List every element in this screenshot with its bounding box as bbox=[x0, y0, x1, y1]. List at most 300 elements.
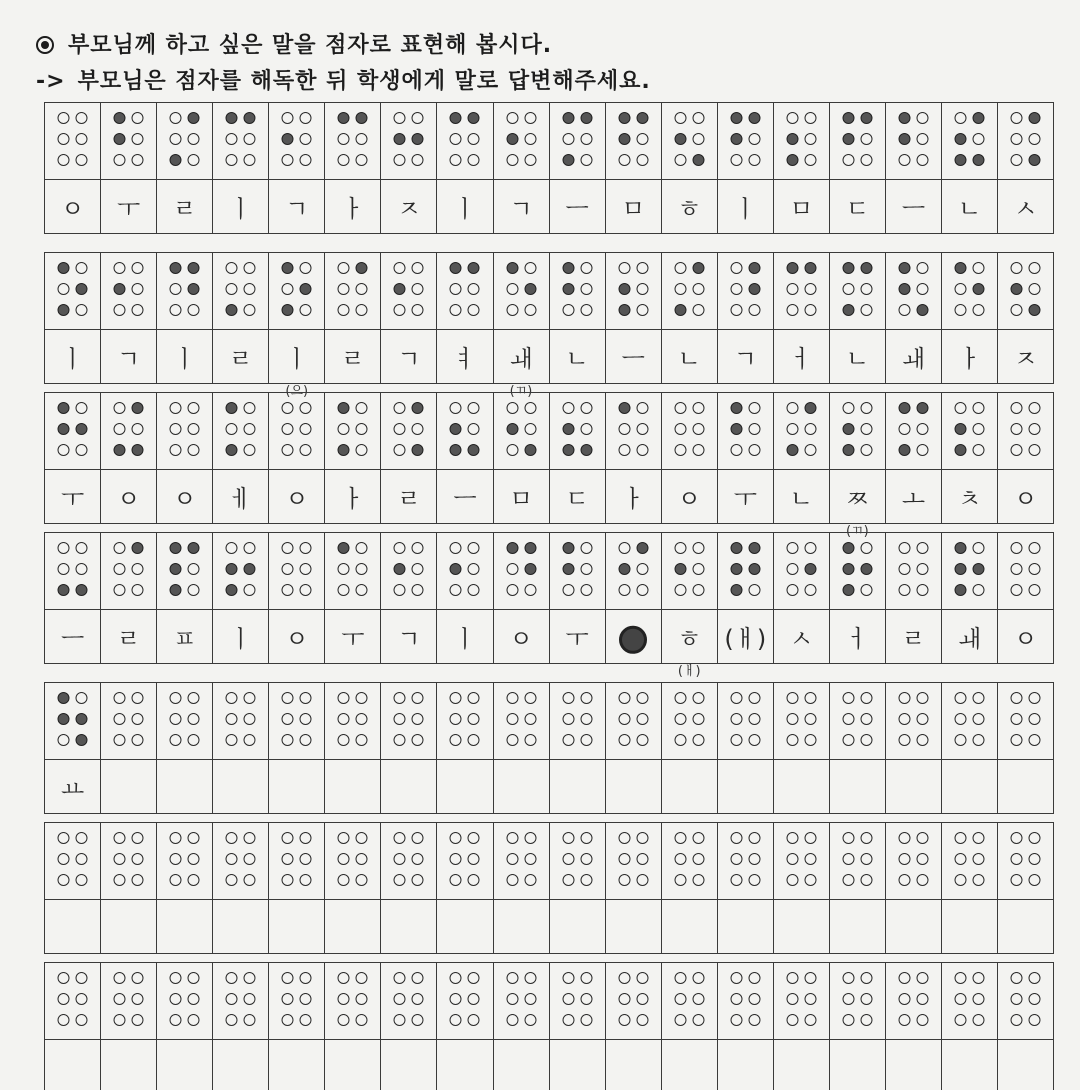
braille-cell[interactable] bbox=[381, 683, 437, 759]
braille-dot[interactable] bbox=[674, 713, 686, 725]
braille-dot[interactable] bbox=[76, 402, 88, 414]
braille-dot[interactable] bbox=[468, 423, 480, 435]
answer-cell[interactable] bbox=[157, 470, 213, 523]
braille-dot[interactable] bbox=[636, 853, 648, 865]
braille-dot[interactable] bbox=[244, 423, 256, 435]
braille-dot[interactable] bbox=[188, 993, 200, 1005]
braille-dot[interactable] bbox=[114, 283, 126, 295]
answer-cell[interactable] bbox=[886, 610, 942, 663]
braille-dot[interactable] bbox=[338, 993, 350, 1005]
braille-dot[interactable] bbox=[338, 734, 350, 746]
braille-dot[interactable] bbox=[506, 1014, 518, 1026]
braille-cell[interactable] bbox=[830, 103, 886, 179]
braille-dot[interactable] bbox=[860, 262, 872, 274]
braille-dot[interactable] bbox=[973, 542, 985, 554]
braille-dot[interactable] bbox=[692, 853, 704, 865]
braille-dot[interactable] bbox=[580, 1014, 592, 1026]
braille-dot[interactable] bbox=[450, 262, 462, 274]
braille-dot[interactable] bbox=[786, 563, 798, 575]
answer-cell[interactable] bbox=[101, 470, 157, 523]
answer-cell[interactable] bbox=[718, 900, 774, 953]
braille-dot[interactable] bbox=[356, 304, 368, 316]
braille-dot[interactable] bbox=[282, 713, 294, 725]
braille-dot[interactable] bbox=[860, 304, 872, 316]
braille-dot[interactable] bbox=[244, 133, 256, 145]
braille-dot[interactable] bbox=[1029, 402, 1041, 414]
braille-dot[interactable] bbox=[468, 832, 480, 844]
braille-cell[interactable] bbox=[886, 253, 942, 329]
braille-dot[interactable] bbox=[955, 853, 967, 865]
braille-dot[interactable] bbox=[748, 542, 760, 554]
braille-dot[interactable] bbox=[226, 692, 238, 704]
braille-cell[interactable] bbox=[213, 963, 269, 1039]
answer-cell[interactable] bbox=[774, 1040, 830, 1090]
braille-dot[interactable] bbox=[842, 584, 854, 596]
braille-dot[interactable] bbox=[786, 154, 798, 166]
answer-cell[interactable] bbox=[157, 610, 213, 663]
braille-cell[interactable] bbox=[157, 533, 213, 609]
answer-cell[interactable] bbox=[998, 470, 1053, 523]
braille-dot[interactable] bbox=[955, 542, 967, 554]
braille-cell[interactable] bbox=[718, 963, 774, 1039]
answer-cell[interactable] bbox=[718, 610, 774, 663]
braille-dot[interactable] bbox=[226, 972, 238, 984]
braille-dot[interactable] bbox=[356, 1014, 368, 1026]
answer-cell[interactable] bbox=[101, 1040, 157, 1090]
braille-dot[interactable] bbox=[916, 423, 928, 435]
braille-dot[interactable] bbox=[1011, 112, 1023, 124]
braille-dot[interactable] bbox=[226, 734, 238, 746]
braille-dot[interactable] bbox=[58, 1014, 70, 1026]
braille-dot[interactable] bbox=[1011, 874, 1023, 886]
braille-dot[interactable] bbox=[842, 154, 854, 166]
braille-dot[interactable] bbox=[730, 112, 742, 124]
braille-dot[interactable] bbox=[188, 874, 200, 886]
braille-dot[interactable] bbox=[506, 972, 518, 984]
braille-dot[interactable] bbox=[618, 1014, 630, 1026]
braille-cell[interactable] bbox=[606, 823, 662, 899]
braille-dot[interactable] bbox=[860, 444, 872, 456]
braille-dot[interactable] bbox=[692, 972, 704, 984]
braille-dot[interactable] bbox=[114, 444, 126, 456]
braille-dot[interactable] bbox=[132, 1014, 144, 1026]
braille-dot[interactable] bbox=[1011, 1014, 1023, 1026]
braille-dot[interactable] bbox=[282, 853, 294, 865]
answer-cell[interactable] bbox=[157, 900, 213, 953]
braille-dot[interactable] bbox=[226, 874, 238, 886]
braille-dot[interactable] bbox=[692, 584, 704, 596]
braille-dot[interactable] bbox=[282, 584, 294, 596]
braille-dot[interactable] bbox=[730, 993, 742, 1005]
braille-dot[interactable] bbox=[394, 133, 406, 145]
braille-dot[interactable] bbox=[562, 402, 574, 414]
braille-dot[interactable] bbox=[973, 563, 985, 575]
braille-dot[interactable] bbox=[244, 874, 256, 886]
braille-dot[interactable] bbox=[114, 692, 126, 704]
braille-cell[interactable] bbox=[942, 963, 998, 1039]
braille-dot[interactable] bbox=[338, 874, 350, 886]
braille-dot[interactable] bbox=[188, 112, 200, 124]
answer-cell[interactable] bbox=[213, 330, 269, 383]
braille-dot[interactable] bbox=[1029, 972, 1041, 984]
braille-dot[interactable] bbox=[730, 304, 742, 316]
braille-cell[interactable] bbox=[213, 253, 269, 329]
braille-dot[interactable] bbox=[468, 262, 480, 274]
braille-cell[interactable] bbox=[101, 103, 157, 179]
braille-dot[interactable] bbox=[506, 832, 518, 844]
braille-dot[interactable] bbox=[506, 713, 518, 725]
braille-dot[interactable] bbox=[804, 133, 816, 145]
braille-dot[interactable] bbox=[524, 832, 536, 844]
braille-dot[interactable] bbox=[1011, 262, 1023, 274]
braille-dot[interactable] bbox=[282, 133, 294, 145]
braille-dot[interactable] bbox=[394, 563, 406, 575]
braille-dot[interactable] bbox=[188, 713, 200, 725]
braille-dot[interactable] bbox=[468, 853, 480, 865]
braille-cell[interactable] bbox=[606, 103, 662, 179]
answer-cell[interactable] bbox=[494, 330, 550, 399]
braille-dot[interactable] bbox=[692, 1014, 704, 1026]
braille-dot[interactable] bbox=[898, 402, 910, 414]
braille-dot[interactable] bbox=[226, 713, 238, 725]
braille-dot[interactable] bbox=[412, 423, 424, 435]
braille-dot[interactable] bbox=[300, 853, 312, 865]
braille-cell[interactable] bbox=[998, 253, 1053, 329]
braille-dot[interactable] bbox=[580, 993, 592, 1005]
braille-dot[interactable] bbox=[562, 304, 574, 316]
braille-dot[interactable] bbox=[412, 853, 424, 865]
braille-dot[interactable] bbox=[356, 993, 368, 1005]
answer-cell[interactable] bbox=[381, 760, 437, 813]
braille-dot[interactable] bbox=[955, 444, 967, 456]
braille-dot[interactable] bbox=[748, 444, 760, 456]
braille-dot[interactable] bbox=[226, 402, 238, 414]
braille-dot[interactable] bbox=[356, 972, 368, 984]
braille-dot[interactable] bbox=[916, 713, 928, 725]
braille-dot[interactable] bbox=[692, 874, 704, 886]
answer-cell[interactable] bbox=[550, 1040, 606, 1090]
braille-dot[interactable] bbox=[1029, 993, 1041, 1005]
braille-dot[interactable] bbox=[860, 283, 872, 295]
braille-dot[interactable] bbox=[412, 1014, 424, 1026]
braille-dot[interactable] bbox=[916, 972, 928, 984]
answer-cell[interactable] bbox=[437, 1040, 493, 1090]
answer-cell[interactable] bbox=[494, 470, 550, 523]
braille-dot[interactable] bbox=[562, 874, 574, 886]
braille-dot[interactable] bbox=[226, 423, 238, 435]
braille-dot[interactable] bbox=[226, 993, 238, 1005]
braille-dot[interactable] bbox=[786, 832, 798, 844]
braille-dot[interactable] bbox=[170, 423, 182, 435]
braille-dot[interactable] bbox=[580, 874, 592, 886]
braille-dot[interactable] bbox=[114, 734, 126, 746]
braille-dot[interactable] bbox=[188, 692, 200, 704]
braille-cell[interactable] bbox=[998, 103, 1053, 179]
braille-dot[interactable] bbox=[562, 972, 574, 984]
braille-dot[interactable] bbox=[860, 874, 872, 886]
braille-dot[interactable] bbox=[860, 853, 872, 865]
braille-dot[interactable] bbox=[955, 713, 967, 725]
braille-dot[interactable] bbox=[170, 563, 182, 575]
braille-dot[interactable] bbox=[804, 584, 816, 596]
braille-dot[interactable] bbox=[114, 993, 126, 1005]
braille-dot[interactable] bbox=[282, 423, 294, 435]
braille-dot[interactable] bbox=[58, 972, 70, 984]
braille-dot[interactable] bbox=[973, 262, 985, 274]
braille-dot[interactable] bbox=[58, 692, 70, 704]
answer-cell[interactable] bbox=[325, 330, 381, 383]
braille-dot[interactable] bbox=[916, 692, 928, 704]
answer-cell[interactable] bbox=[45, 470, 101, 523]
answer-cell[interactable] bbox=[157, 180, 213, 233]
braille-dot[interactable] bbox=[1011, 563, 1023, 575]
braille-cell[interactable] bbox=[718, 823, 774, 899]
braille-dot[interactable] bbox=[356, 423, 368, 435]
answer-cell[interactable] bbox=[213, 610, 269, 663]
braille-dot[interactable] bbox=[692, 262, 704, 274]
braille-dot[interactable] bbox=[674, 734, 686, 746]
braille-dot[interactable] bbox=[300, 972, 312, 984]
braille-dot[interactable] bbox=[580, 542, 592, 554]
braille-dot[interactable] bbox=[226, 542, 238, 554]
braille-dot[interactable] bbox=[338, 402, 350, 414]
braille-cell[interactable] bbox=[662, 533, 718, 609]
braille-dot[interactable] bbox=[58, 304, 70, 316]
braille-cell[interactable] bbox=[494, 533, 550, 609]
braille-dot[interactable] bbox=[506, 423, 518, 435]
braille-dot[interactable] bbox=[804, 832, 816, 844]
braille-dot[interactable] bbox=[226, 1014, 238, 1026]
answer-cell[interactable] bbox=[550, 330, 606, 383]
braille-dot[interactable] bbox=[973, 133, 985, 145]
braille-dot[interactable] bbox=[674, 423, 686, 435]
braille-dot[interactable] bbox=[356, 542, 368, 554]
braille-dot[interactable] bbox=[916, 832, 928, 844]
braille-dot[interactable] bbox=[76, 1014, 88, 1026]
answer-cell[interactable] bbox=[213, 180, 269, 233]
braille-dot[interactable] bbox=[188, 832, 200, 844]
braille-dot[interactable] bbox=[1029, 563, 1041, 575]
braille-cell[interactable] bbox=[662, 963, 718, 1039]
braille-dot[interactable] bbox=[170, 1014, 182, 1026]
braille-dot[interactable] bbox=[786, 993, 798, 1005]
answer-cell[interactable] bbox=[606, 330, 662, 383]
braille-cell[interactable] bbox=[774, 103, 830, 179]
answer-cell[interactable] bbox=[606, 180, 662, 233]
braille-cell[interactable] bbox=[662, 393, 718, 469]
braille-dot[interactable] bbox=[786, 444, 798, 456]
braille-dot[interactable] bbox=[412, 112, 424, 124]
braille-dot[interactable] bbox=[916, 112, 928, 124]
braille-dot[interactable] bbox=[356, 112, 368, 124]
braille-dot[interactable] bbox=[356, 133, 368, 145]
braille-dot[interactable] bbox=[76, 304, 88, 316]
braille-dot[interactable] bbox=[1029, 133, 1041, 145]
braille-cell[interactable] bbox=[494, 823, 550, 899]
braille-dot[interactable] bbox=[748, 734, 760, 746]
braille-dot[interactable] bbox=[468, 713, 480, 725]
braille-dot[interactable] bbox=[1029, 423, 1041, 435]
braille-dot[interactable] bbox=[244, 444, 256, 456]
braille-dot[interactable] bbox=[114, 262, 126, 274]
braille-dot[interactable] bbox=[226, 853, 238, 865]
braille-dot[interactable] bbox=[114, 542, 126, 554]
braille-dot[interactable] bbox=[636, 692, 648, 704]
braille-dot[interactable] bbox=[468, 584, 480, 596]
braille-dot[interactable] bbox=[394, 304, 406, 316]
braille-dot[interactable] bbox=[524, 692, 536, 704]
braille-dot[interactable] bbox=[618, 262, 630, 274]
braille-dot[interactable] bbox=[188, 154, 200, 166]
braille-dot[interactable] bbox=[468, 563, 480, 575]
braille-cell[interactable] bbox=[830, 393, 886, 469]
braille-cell[interactable] bbox=[774, 683, 830, 759]
braille-dot[interactable] bbox=[506, 133, 518, 145]
braille-dot[interactable] bbox=[226, 563, 238, 575]
braille-dot[interactable] bbox=[692, 713, 704, 725]
answer-cell[interactable] bbox=[45, 610, 101, 663]
braille-dot[interactable] bbox=[58, 283, 70, 295]
braille-cell[interactable] bbox=[45, 823, 101, 899]
braille-dot[interactable] bbox=[674, 563, 686, 575]
braille-dot[interactable] bbox=[394, 584, 406, 596]
braille-dot[interactable] bbox=[226, 832, 238, 844]
braille-dot[interactable] bbox=[338, 1014, 350, 1026]
braille-dot[interactable] bbox=[524, 734, 536, 746]
braille-dot[interactable] bbox=[300, 692, 312, 704]
braille-dot[interactable] bbox=[955, 304, 967, 316]
braille-dot[interactable] bbox=[300, 283, 312, 295]
braille-dot[interactable] bbox=[692, 133, 704, 145]
braille-dot[interactable] bbox=[300, 444, 312, 456]
braille-dot[interactable] bbox=[338, 563, 350, 575]
braille-dot[interactable] bbox=[170, 874, 182, 886]
braille-dot[interactable] bbox=[132, 283, 144, 295]
braille-dot[interactable] bbox=[973, 1014, 985, 1026]
braille-dot[interactable] bbox=[674, 154, 686, 166]
braille-cell[interactable] bbox=[437, 963, 493, 1039]
braille-dot[interactable] bbox=[842, 832, 854, 844]
braille-dot[interactable] bbox=[132, 444, 144, 456]
braille-dot[interactable] bbox=[282, 402, 294, 414]
braille-dot[interactable] bbox=[356, 444, 368, 456]
braille-dot[interactable] bbox=[580, 832, 592, 844]
braille-cell[interactable] bbox=[45, 533, 101, 609]
answer-cell[interactable] bbox=[718, 760, 774, 813]
braille-dot[interactable] bbox=[636, 423, 648, 435]
braille-dot[interactable] bbox=[748, 112, 760, 124]
braille-dot[interactable] bbox=[170, 283, 182, 295]
braille-dot[interactable] bbox=[524, 563, 536, 575]
braille-dot[interactable] bbox=[412, 563, 424, 575]
braille-dot[interactable] bbox=[468, 402, 480, 414]
braille-dot[interactable] bbox=[955, 283, 967, 295]
braille-dot[interactable] bbox=[674, 584, 686, 596]
braille-cell[interactable] bbox=[325, 103, 381, 179]
braille-dot[interactable] bbox=[524, 262, 536, 274]
braille-dot[interactable] bbox=[860, 133, 872, 145]
braille-cell[interactable] bbox=[830, 823, 886, 899]
braille-cell[interactable] bbox=[325, 963, 381, 1039]
braille-dot[interactable] bbox=[506, 692, 518, 704]
braille-dot[interactable] bbox=[618, 874, 630, 886]
braille-dot[interactable] bbox=[412, 993, 424, 1005]
braille-cell[interactable] bbox=[269, 253, 325, 329]
braille-dot[interactable] bbox=[132, 692, 144, 704]
braille-dot[interactable] bbox=[282, 563, 294, 575]
braille-dot[interactable] bbox=[300, 1014, 312, 1026]
braille-dot[interactable] bbox=[748, 874, 760, 886]
braille-cell[interactable] bbox=[494, 253, 550, 329]
braille-dot[interactable] bbox=[674, 692, 686, 704]
braille-cell[interactable] bbox=[325, 393, 381, 469]
braille-dot[interactable] bbox=[244, 734, 256, 746]
answer-cell[interactable] bbox=[269, 900, 325, 953]
braille-dot[interactable] bbox=[730, 563, 742, 575]
braille-dot[interactable] bbox=[955, 832, 967, 844]
braille-dot[interactable] bbox=[132, 993, 144, 1005]
braille-dot[interactable] bbox=[916, 304, 928, 316]
braille-dot[interactable] bbox=[170, 584, 182, 596]
braille-cell[interactable] bbox=[662, 683, 718, 759]
braille-dot[interactable] bbox=[506, 262, 518, 274]
braille-dot[interactable] bbox=[450, 304, 462, 316]
answer-cell[interactable] bbox=[662, 470, 718, 523]
braille-dot[interactable] bbox=[506, 563, 518, 575]
answer-cell[interactable] bbox=[942, 1040, 998, 1090]
braille-dot[interactable] bbox=[786, 304, 798, 316]
braille-dot[interactable] bbox=[898, 563, 910, 575]
braille-dot[interactable] bbox=[170, 304, 182, 316]
braille-cell[interactable] bbox=[774, 253, 830, 329]
braille-dot[interactable] bbox=[76, 713, 88, 725]
answer-cell[interactable] bbox=[550, 610, 606, 663]
braille-dot[interactable] bbox=[114, 853, 126, 865]
braille-dot[interactable] bbox=[188, 304, 200, 316]
answer-cell[interactable] bbox=[101, 610, 157, 663]
braille-dot[interactable] bbox=[842, 1014, 854, 1026]
braille-dot[interactable] bbox=[1029, 734, 1041, 746]
braille-dot[interactable] bbox=[170, 112, 182, 124]
braille-dot[interactable] bbox=[244, 402, 256, 414]
braille-dot[interactable] bbox=[748, 154, 760, 166]
answer-cell[interactable] bbox=[45, 1040, 101, 1090]
braille-dot[interactable] bbox=[730, 283, 742, 295]
braille-dot[interactable] bbox=[636, 402, 648, 414]
braille-dot[interactable] bbox=[394, 832, 406, 844]
braille-dot[interactable] bbox=[114, 154, 126, 166]
braille-dot[interactable] bbox=[674, 874, 686, 886]
braille-cell[interactable] bbox=[213, 103, 269, 179]
braille-cell[interactable] bbox=[101, 823, 157, 899]
braille-dot[interactable] bbox=[114, 304, 126, 316]
braille-dot[interactable] bbox=[132, 972, 144, 984]
answer-cell[interactable] bbox=[381, 900, 437, 953]
braille-dot[interactable] bbox=[356, 563, 368, 575]
braille-dot[interactable] bbox=[450, 542, 462, 554]
braille-dot[interactable] bbox=[394, 993, 406, 1005]
braille-dot[interactable] bbox=[916, 444, 928, 456]
braille-dot[interactable] bbox=[58, 563, 70, 575]
answer-cell[interactable] bbox=[718, 180, 774, 233]
braille-dot[interactable] bbox=[468, 692, 480, 704]
braille-dot[interactable] bbox=[300, 112, 312, 124]
braille-dot[interactable] bbox=[76, 563, 88, 575]
braille-cell[interactable] bbox=[942, 103, 998, 179]
braille-dot[interactable] bbox=[804, 692, 816, 704]
braille-dot[interactable] bbox=[580, 692, 592, 704]
braille-dot[interactable] bbox=[730, 133, 742, 145]
